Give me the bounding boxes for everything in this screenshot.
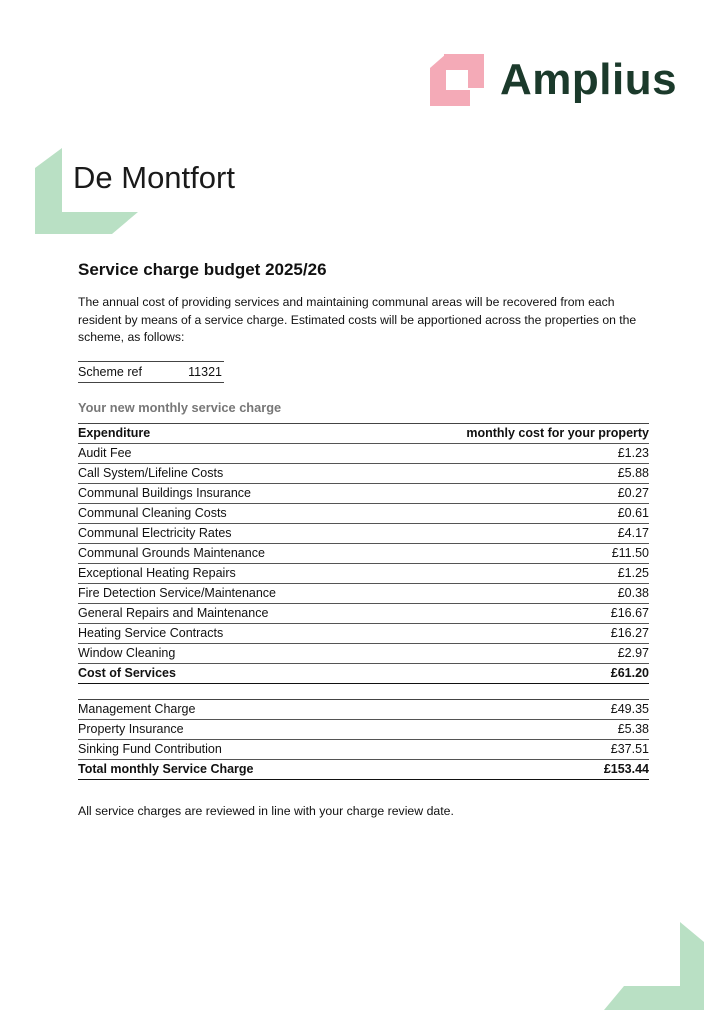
row-cost: £1.23 — [617, 445, 649, 460]
brand-name: Amplius — [500, 55, 678, 104]
table-row — [78, 584, 649, 604]
row-name: Call System/Lifeline Costs — [78, 465, 224, 480]
row-cost: £2.97 — [617, 645, 649, 660]
row-cost: £49.35 — [610, 701, 649, 716]
header-monthly-cost: monthly cost for your property — [466, 425, 649, 440]
row-name: Audit Fee — [78, 445, 132, 460]
amplius-logo — [430, 52, 690, 108]
row-cost: £11.50 — [611, 545, 649, 560]
row-name: Communal Cleaning Costs — [78, 505, 227, 520]
header-expenditure: Expenditure — [78, 425, 151, 440]
scheme-ref — [78, 361, 224, 383]
table-row — [78, 464, 649, 484]
table-row — [78, 484, 649, 504]
row-cost: £16.67 — [610, 605, 649, 620]
amplius-logo-mark-icon — [430, 54, 484, 106]
row-cost: £4.17 — [617, 525, 649, 540]
row-cost: £16.27 — [610, 625, 649, 640]
table-row — [78, 720, 649, 740]
table-header — [78, 424, 649, 444]
scheme-name: De Montfort — [73, 160, 235, 195]
table-row — [78, 544, 649, 564]
corner-decoration-bottom-right — [600, 918, 710, 1014]
table-row — [78, 504, 649, 524]
footnote: All service charges are reviewed in line with your charge review date. — [78, 803, 454, 818]
total-value: £153.44 — [603, 761, 649, 776]
row-name: Communal Buildings Insurance — [78, 485, 252, 500]
table-row — [78, 700, 649, 720]
row-cost: £0.27 — [617, 485, 649, 500]
cost-of-services-value: £61.20 — [610, 665, 649, 680]
table-row — [78, 444, 649, 464]
section-subheading: Your new monthly service charge — [78, 399, 282, 415]
row-cost: £5.88 — [617, 465, 649, 480]
table-row — [78, 740, 649, 760]
row-cost: £0.38 — [617, 585, 649, 600]
row-name: Communal Grounds Maintenance — [78, 545, 265, 560]
cost-of-services-row — [78, 664, 649, 684]
table-row — [78, 644, 649, 664]
row-name: Sinking Fund Contribution — [78, 741, 222, 756]
table-row — [78, 564, 649, 584]
cost-of-services-label: Cost of Services — [78, 665, 176, 680]
table-row — [78, 624, 649, 644]
row-name: Property Insurance — [78, 721, 184, 736]
intro-paragraph: The annual cost of providing services and maintaining communal areas will be recovered from each resident by means of a service charge. Estimated costs will be apportioned across the properties on the scheme, as follows: — [78, 295, 637, 344]
row-cost: £0.61 — [617, 505, 649, 520]
table-row — [78, 604, 649, 624]
scheme-ref-value: 11321 — [188, 364, 222, 379]
row-name: Communal Electricity Rates — [78, 525, 232, 540]
charges-table — [78, 423, 649, 780]
row-name: Management Charge — [78, 701, 196, 716]
document-title: Service charge budget 2025/26 — [78, 260, 327, 279]
total-label: Total monthly Service Charge — [78, 761, 254, 776]
row-cost: £37.51 — [610, 741, 649, 756]
row-cost: £1.25 — [617, 565, 649, 580]
table-spacer — [78, 684, 649, 700]
total-row — [78, 760, 649, 780]
scheme-ref-label: Scheme ref — [78, 364, 142, 379]
row-cost: £5.38 — [617, 721, 649, 736]
row-name: Fire Detection Service/Maintenance — [78, 585, 277, 600]
row-name: Heating Service Contracts — [78, 625, 224, 640]
table-row — [78, 524, 649, 544]
row-name: Window Cleaning — [78, 645, 176, 660]
row-name: Exceptional Heating Repairs — [78, 565, 236, 580]
document-body — [78, 258, 649, 820]
row-name: General Repairs and Maintenance — [78, 605, 269, 620]
